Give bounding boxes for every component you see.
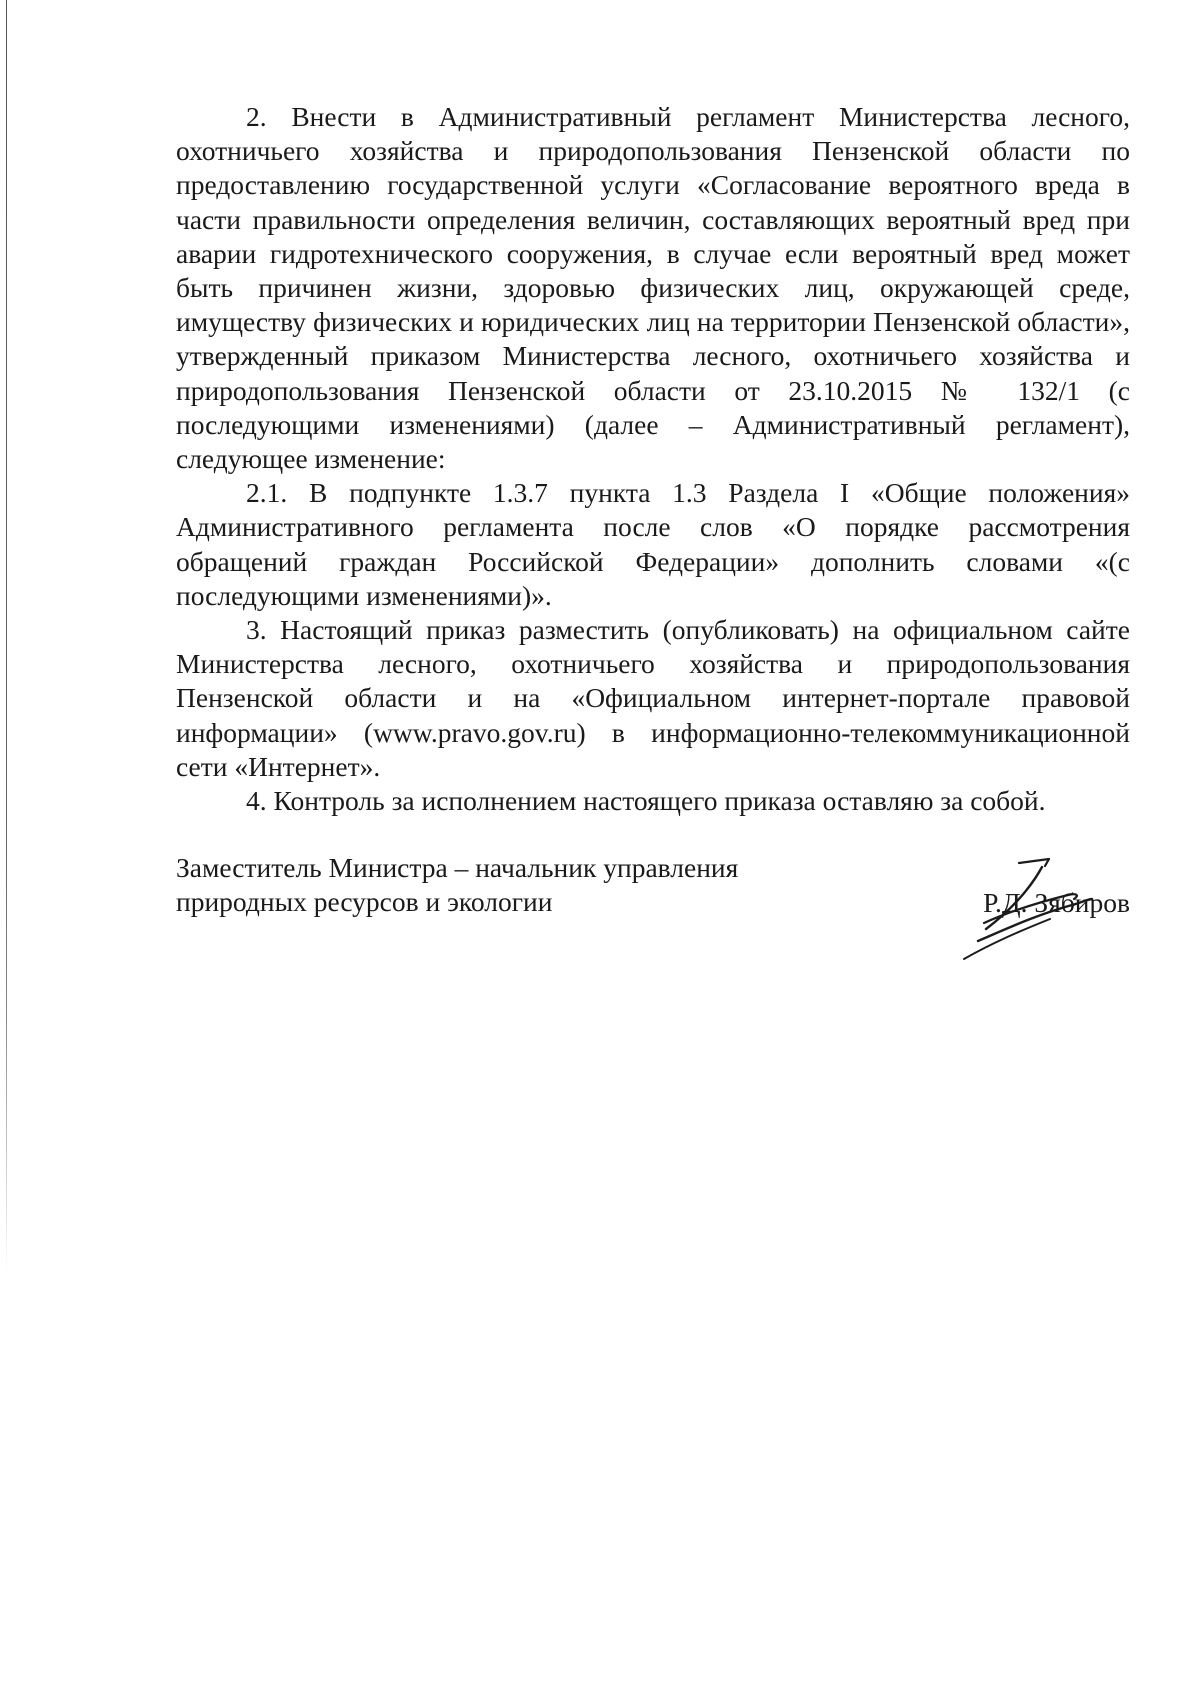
paragraph-4: 4. Контроль за исполнением настоящего приказа оставляю за собой. bbox=[246, 785, 1046, 817]
paragraph-2: 2. Внести в Административный регламент Министерства лесного, охотничьего хозяйства и природопользования Пензенской области по предоставлению государственной услуги «Согласование вероятного вреда в части правильности определения величин, составляющих вероятный вред при аварии гидротехнического сооружения, в случае если вероятный вред может быть причинен жизни, здоровью физических лиц, окружающей среде, имуществу физических и юридических лиц на территории Пензенской области», утвержденный приказом Министерства лесного, охотничьего хозяйства и природопользования Пензенской области от 23.10.2015 № 132/1 (с последующими изменениями) (далее – Административный регламент), следующее изменение: bbox=[176, 101, 1130, 475]
paragraph-3: 3. Настоящий приказ разместить (опубликовать) на официальном сайте Министерства лесного, охотничьего хозяйства и природопользования Пензенской области и на «Официальном интернет-портале правовой информации» (www.pravo.gov.ru) в информационно-телекоммуникационной сети «Интернет». bbox=[176, 614, 1130, 782]
paragraph-2-1: 2.1. В подпункте 1.3.7 пункта 1.3 Раздела I «Общие положения» Административного регламента после слов «О порядке рассмотрения обращений граждан Российской Федерации» дополнить словами «(с последующими изменениями)». bbox=[176, 477, 1130, 611]
signatory-name: Р.Д. Зябиров bbox=[983, 887, 1130, 918]
signature-block bbox=[176, 851, 1130, 961]
scan-edge-line bbox=[6, 0, 7, 1697]
document-body bbox=[176, 100, 1130, 818]
signatory-title: Заместитель Министра – начальник управления природных ресурсов и экологии bbox=[176, 852, 739, 918]
